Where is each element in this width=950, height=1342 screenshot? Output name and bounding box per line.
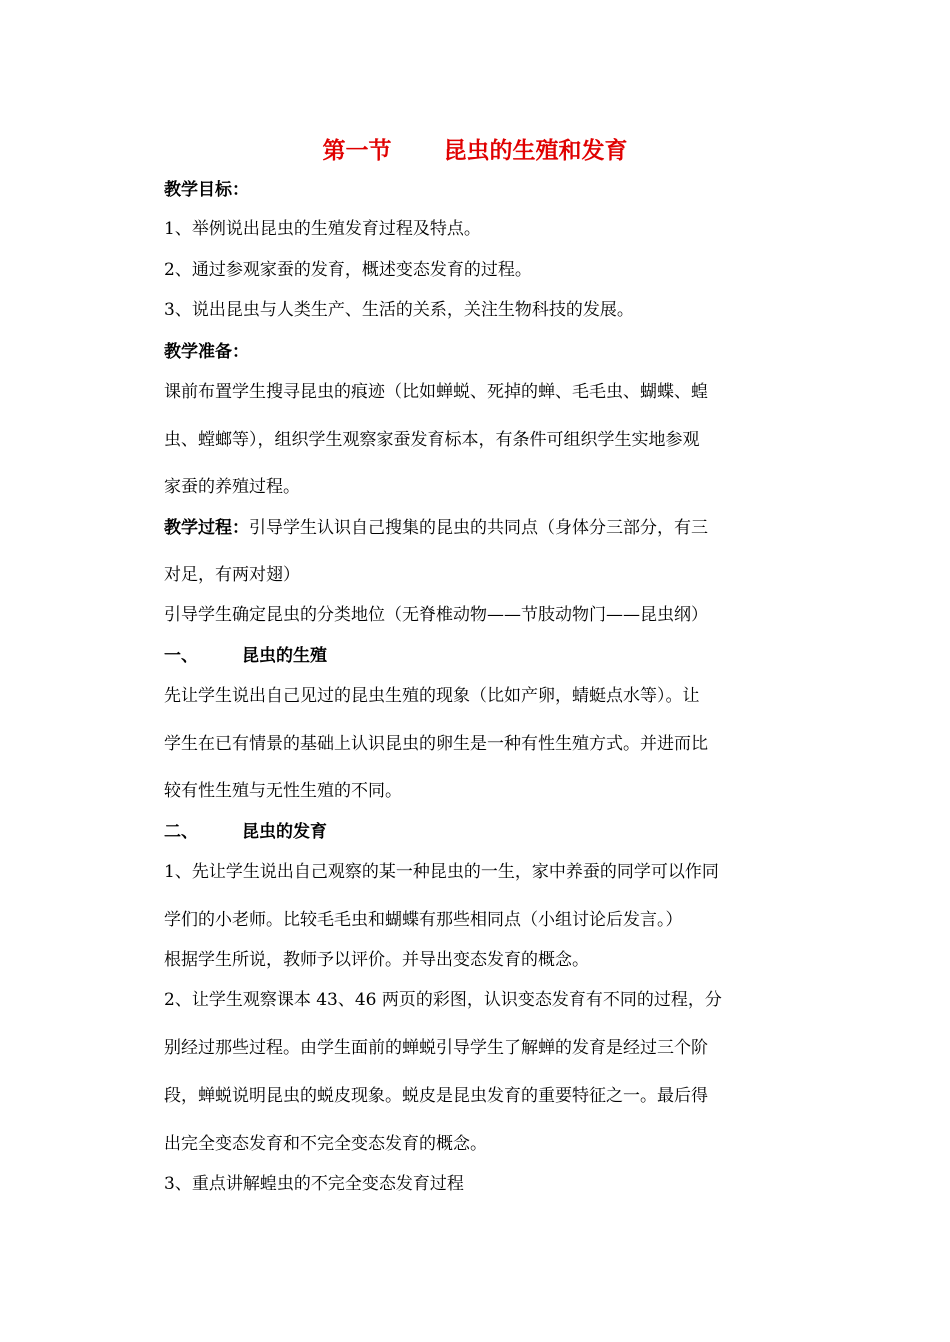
section2-line: 出完全变态发育和不完全变态发育的概念。 [164,1134,487,1154]
goal-item: 2、通过参观家蚕的发育，概述变态发育的过程。 [164,260,532,280]
goals-heading: 教学目标： [164,180,249,200]
section1-number: 一、 [164,646,198,666]
section2-line: 3、重点讲解蝗虫的不完全变态发育过程 [164,1174,464,1194]
section2-title: 昆虫的发育 [242,822,327,842]
prep-line: 家蚕的养殖过程。 [164,477,300,497]
process-text: 引导学生认识自己搜集的昆虫的共同点（身体分三部分，有三 [249,518,708,538]
title-topic: 昆虫的生殖和发育 [443,138,628,164]
prep-line: 课前布置学生搜寻昆虫的痕迹（比如蝉蜕、死掉的蝉、毛毛虫、蝴蝶、蝗 [164,382,708,402]
goal-item: 1、举例说出昆虫的生殖发育过程及特点。 [164,219,481,239]
section2-line: 学们的小老师。比较毛毛虫和蝴蝶有那些相同点（小组讨论后发言。） [164,910,683,930]
process-line: 对足，有两对翅） [164,565,300,585]
section2-line: 段，蝉蜕说明昆虫的蜕皮现象。蜕皮是昆虫发育的重要特征之一。最后得 [164,1086,708,1106]
process-intro [164,517,708,539]
process-heading: 教学过程： [164,518,249,538]
section2-line: 1、先让学生说出自己观察的某一种昆虫的一生，家中养蚕的同学可以作同 [164,862,719,882]
section1-title: 昆虫的生殖 [242,646,327,666]
section2-line: 别经过那些过程。由学生面前的蝉蜕引导学生了解蝉的发育是经过三个阶 [164,1038,708,1058]
section1-line: 较有性生殖与无性生殖的不同。 [164,781,402,801]
prep-heading: 教学准备： [164,342,249,362]
section2-heading [164,821,327,843]
section2-number: 二、 [164,822,198,842]
section1-heading [164,645,327,667]
section1-line: 先让学生说出自己见过的昆虫生殖的现象（比如产卵，蜻蜓点水等）。让 [164,686,700,706]
prep-line: 虫、螳螂等），组织学生观察家蚕发育标本，有条件可组织学生实地参观 [164,430,700,450]
process-line: 引导学生确定昆虫的分类地位（无脊椎动物——节肢动物门——昆虫纲） [164,605,708,625]
section1-line: 学生在已有情景的基础上认识昆虫的卵生是一种有性生殖方式。并进而比 [164,734,708,754]
goal-item: 3、说出昆虫与人类生产、生活的关系，关注生物科技的发展。 [164,300,634,320]
title-section: 第一节 [322,138,392,164]
section2-line: 2、让学生观察课本 43、46 两页的彩图，认识变态发育有不同的过程，分 [164,990,722,1010]
page-title [0,132,950,165]
section2-line: 根据学生所说，教师予以评价。并导出变态发育的概念。 [164,950,589,970]
